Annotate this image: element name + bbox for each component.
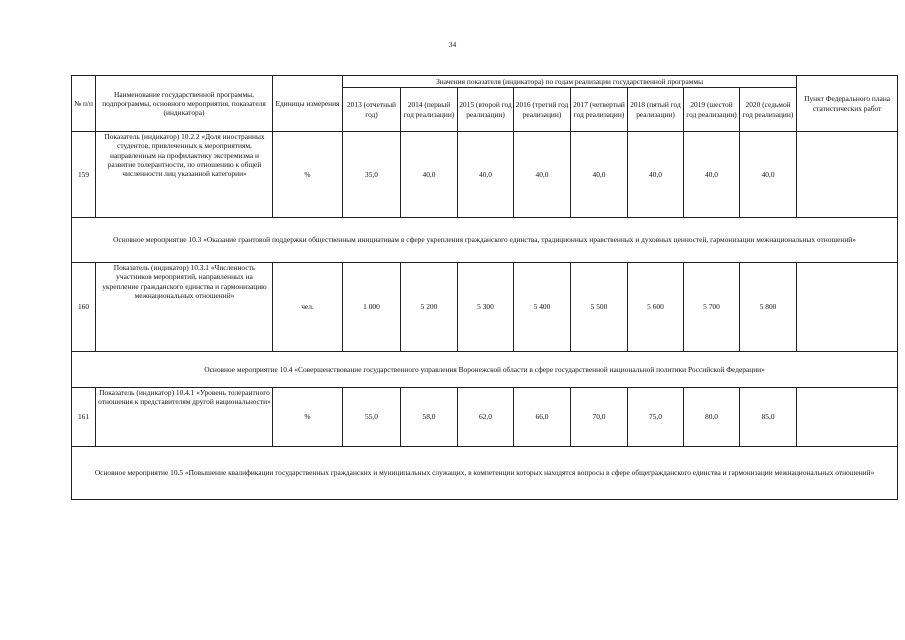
section-title: Основное мероприятие 10.5 «Повышение квалификации государственных гражданских и муниципальных служащих, в компетенции которых находятся вопросы в сфере общегражданского единства и гармонизации межнациональных отношений» xyxy=(72,447,898,500)
header-no: № п/п xyxy=(72,76,96,132)
header-values-group: Значения показателя (индикатора) по годам реализации государственной программы xyxy=(343,76,797,88)
header-federal: Пункт Федерального плана статистических работ xyxy=(797,76,898,132)
row-value-2013: 55,0 xyxy=(343,388,401,447)
row-federal-plan xyxy=(797,388,898,447)
row-value-2015: 5 300 xyxy=(458,263,514,352)
row-number: 160 xyxy=(72,263,96,352)
row-value-2019: 40,0 xyxy=(684,132,740,218)
row-value-2019: 5 700 xyxy=(684,263,740,352)
table-row xyxy=(72,388,898,447)
header-year-2020: 2020 (седьмой год реализации) xyxy=(740,88,797,132)
row-value-2018: 40,0 xyxy=(628,132,684,218)
row-value-2018: 75,0 xyxy=(628,388,684,447)
row-value-2020: 85,0 xyxy=(740,388,797,447)
row-indicator-name: Показатель (индикатор) 10.3.1 «Численность участников мероприятий, направленных на укрепление гражданского единства и гармонизацию межнациональных отношений» xyxy=(96,263,273,352)
header-year-2014: 2014 (первый год реализации) xyxy=(401,88,458,132)
header-year-2019: 2019 (шестой год реализации) xyxy=(684,88,740,132)
row-value-2020: 5 800 xyxy=(740,263,797,352)
row-number: 161 xyxy=(72,388,96,447)
header-row-1 xyxy=(72,76,898,88)
row-value-2015: 40,0 xyxy=(458,132,514,218)
row-value-2014: 40,0 xyxy=(401,132,458,218)
header-year-2013: 2013 (отчетный год) xyxy=(343,88,401,132)
row-value-2013: 35,0 xyxy=(343,132,401,218)
header-year-2015: 2015 (второй год реализации) xyxy=(458,88,514,132)
row-value-2016: 40,0 xyxy=(514,132,571,218)
row-value-2016: 5 400 xyxy=(514,263,571,352)
row-federal-plan xyxy=(797,263,898,352)
header-name: Наименование государственной программы, подпрограммы, основного мероприятия, показателя (индикатора) xyxy=(96,76,273,132)
row-value-2014: 5 200 xyxy=(401,263,458,352)
row-value-2014: 58,0 xyxy=(401,388,458,447)
row-value-2018: 5 600 xyxy=(628,263,684,352)
row-unit: % xyxy=(273,388,343,447)
row-unit: чел. xyxy=(273,263,343,352)
page-number: 34 xyxy=(448,40,457,49)
header-year-2017: 2017 (четвертый год реализации) xyxy=(571,88,628,132)
row-number: 159 xyxy=(72,132,96,218)
indicators-table xyxy=(71,75,898,500)
row-indicator-name: Показатель (индикатор) 10.4.1 «Уровень толерантного отношения к представителям другой национальности» xyxy=(96,388,273,447)
section-row xyxy=(72,352,898,388)
row-federal-plan xyxy=(797,132,898,218)
table-row xyxy=(72,263,898,352)
row-value-2017: 70,0 xyxy=(571,388,628,447)
row-indicator-name: Показатель (индикатор) 10.2.2 «Доля иностранных студентов, привлеченных к мероприятиям, направленным на профилактику экстремизма и развитие толерантности, по отношению к общей численности лиц указанной категории» xyxy=(96,132,273,218)
table-row xyxy=(72,132,898,218)
row-unit: % xyxy=(273,132,343,218)
row-value-2019: 80,0 xyxy=(684,388,740,447)
header-year-2016: 2016 (третий год реализации) xyxy=(514,88,571,132)
row-value-2013: 1 000 xyxy=(343,263,401,352)
row-value-2017: 40,0 xyxy=(571,132,628,218)
header-unit: Единицы измерения xyxy=(273,76,343,132)
row-value-2016: 66,0 xyxy=(514,388,571,447)
header-year-2018: 2018 (пятый год реализации) xyxy=(628,88,684,132)
row-value-2017: 5 500 xyxy=(571,263,628,352)
row-value-2020: 40,0 xyxy=(740,132,797,218)
section-title: Основное мероприятие 10.3 «Оказание грантовой поддержки общественным инициативам в сфере укрепления гражданского единства, традиционных нравственных и духовных ценностей, гармонизации межнациональных отношений» xyxy=(72,218,898,263)
section-title: Основное мероприятие 10.4 «Совершенствование государственного управления Воронежской области в сфере государственной национальной политики Российской Федерации» xyxy=(72,352,898,388)
section-row xyxy=(72,218,898,263)
row-value-2015: 62,0 xyxy=(458,388,514,447)
section-row xyxy=(72,447,898,500)
